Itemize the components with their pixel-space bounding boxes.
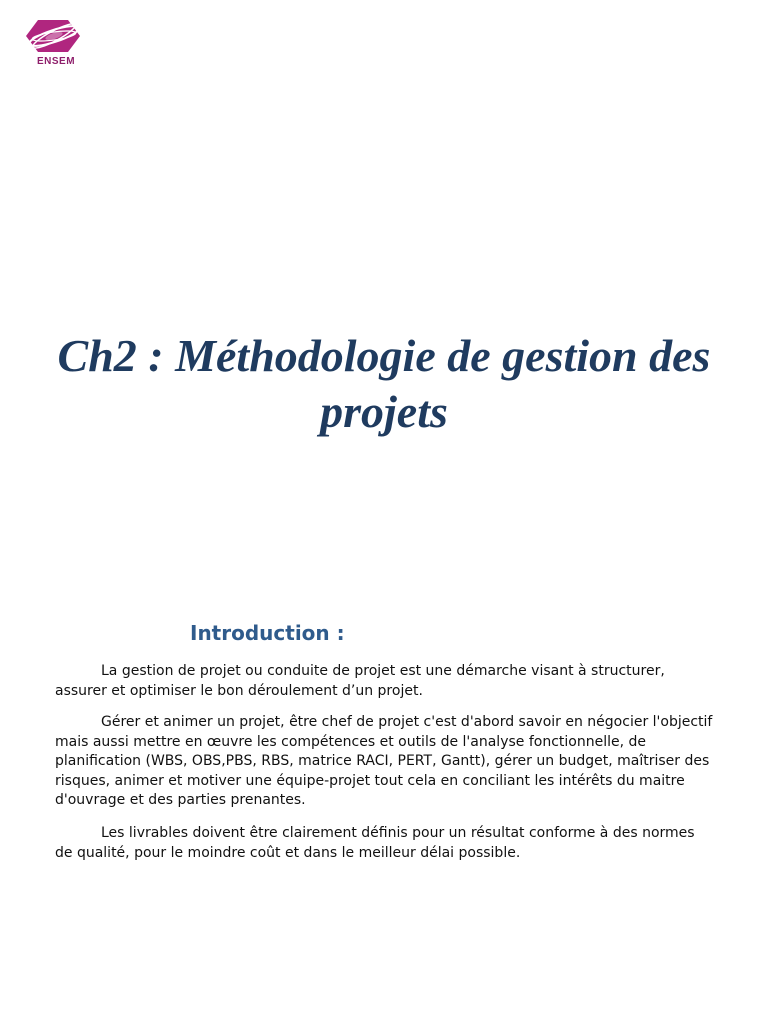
paragraph-1: La gestion de projet ou conduite de projet est une démarche visant à structurer, assurer et optimiser le bon déroulement d’un projet. [55,663,665,699]
ensem-logo [22,18,88,70]
page-title: Ch2 : Méthodologie de gestion des projets [57,330,711,437]
ensem-logo-icon [24,18,82,54]
paragraph-2: Gérer et animer un projet, être chef de projet c'est d'abord savoir en négocier l'objectif mais aussi mettre en œuvre les compétences et outils de l'analyse fonctionnelle, de planification (WBS, OBS,PBS, RBS, matrice RACI, PERT, Gantt), gérer un budget, maîtriser des risques, animer et motiver une équipe-projet tout cela en conciliant les intérêts du maitre d'ouvrage et des parties prenantes. [55,714,713,808]
paragraph-3: Les livrables doivent être clairement définis pour un résultat conforme à des normes de qualité, pour le moindre coût et dans le meilleur délai possible. [55,825,695,861]
section-heading: Introduction : [190,621,345,645]
logo-text: ENSEM [36,56,76,67]
